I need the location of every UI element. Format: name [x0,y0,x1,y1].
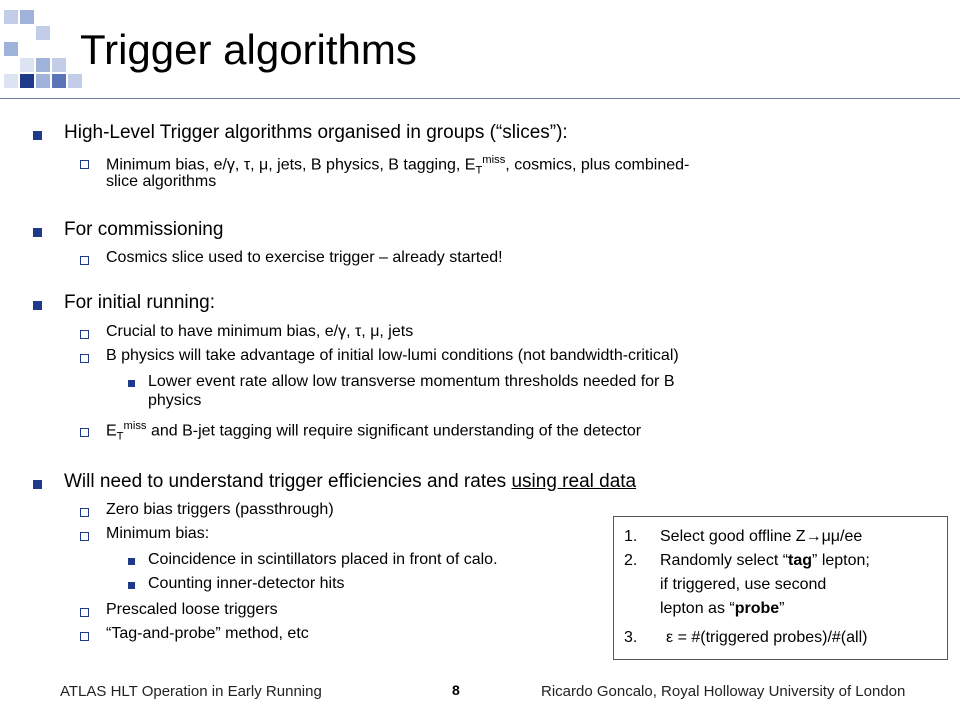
bullet-square [33,228,42,237]
bullet-text: High-Level Trigger algorithms organised in groups (“slices”): [64,122,568,143]
box-item-text: ε = #(triggered probes)/#(all) [666,629,868,646]
sub-sub-bullet-text-cont: physics [148,392,202,409]
bullet-text: For initial running: [64,292,216,313]
box-item-number: 3. [624,629,638,646]
bullet-hollow [80,508,89,517]
bullet-square-small [128,558,135,565]
box-item-text: Randomly select “tag” lepton; [660,552,870,569]
bullet-hollow [80,428,89,437]
bullet-square [33,131,42,140]
deco-square [4,74,18,88]
deco-square [36,58,50,72]
sub-bullet-text: Prescaled loose triggers [106,601,278,618]
sub-sub-bullet-text: Lower event rate allow low transverse momentum thresholds needed for B [148,373,675,390]
deco-square [36,26,50,40]
sub-bullet-text: Minimum bias: [106,525,210,542]
box-item-text: Select good offline Z→μμ/ee [660,528,863,545]
sub-sub-bullet-text: Counting inner-detector hits [148,575,345,592]
bullet-square-small [128,582,135,589]
bullet-hollow [80,532,89,541]
deco-square [20,58,34,72]
page-number: 8 [452,682,460,698]
deco-square [4,42,18,56]
footer-right: Ricardo Goncalo, Royal Holloway University of London [541,683,906,700]
sub-bullet-text: $E_T^{miss}$ and B-jet tagging will require significant understanding of the detector [106,420,642,443]
deco-square [36,74,50,88]
bullet-square [33,480,42,489]
bullet-hollow [80,608,89,617]
sub-bullet-text: B physics will take advantage of initial low-lumi conditions (not bandwidth-critical) [106,347,679,364]
bullet-text: Will need to understand trigger efficiencies and rates using real data [64,471,637,492]
bullet-hollow [80,354,89,363]
bullet-hollow [80,330,89,339]
slide-title: Trigger algorithms [80,26,417,73]
bullet-square-small [128,380,135,387]
box-item-text-cont: if triggered, use second [660,576,827,593]
bullet-text: For commissioning [64,219,224,240]
sub-bullet-text: Crucial to have minimum bias, e/γ, τ, μ, jets [106,323,414,340]
deco-square [20,10,34,24]
sub-bullet-text: Minimum bias, e/γ, τ, μ, jets, B physics, B tagging, $E_T^{miss}$, cosmics, plus combined- [106,154,690,177]
bullet-hollow [80,632,89,641]
sub-sub-bullet-text: Coincidence in scintillators placed in front of calo. [148,551,498,568]
deco-square [52,58,66,72]
tag-and-probe-box [613,516,948,660]
title-rule [0,98,960,99]
bullet-hollow [80,160,89,169]
box-item-number: 2. [624,552,638,569]
sub-bullet-text: Zero bias triggers (passthrough) [106,501,334,518]
box-item-text-cont: lepton as “probe” [660,600,785,617]
bullet-square [33,301,42,310]
sub-bullet-text: “Tag-and-probe” method, etc [106,625,309,642]
deco-square [52,74,66,88]
sub-bullet-text-cont: slice algorithms [106,173,217,190]
deco-square-dark [20,74,34,88]
sub-bullet-text: Cosmics slice used to exercise trigger – already started! [106,249,503,266]
deco-square [4,10,18,24]
bullet-hollow [80,256,89,265]
footer-left: ATLAS HLT Operation in Early Running [60,683,322,700]
box-item-number: 1. [624,528,638,545]
